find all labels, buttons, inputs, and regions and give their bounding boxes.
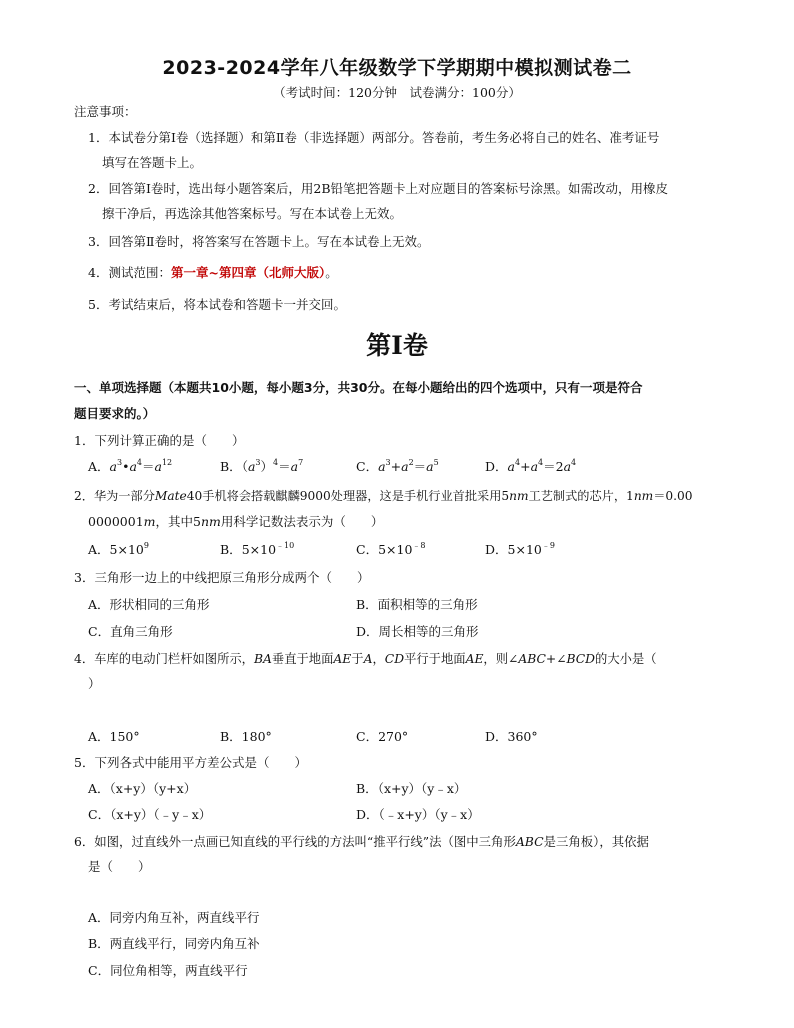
q2-stem-line-1: 2．华为一部分Mate40手机将会搭载麒麟9000处理器，这是手机行业首批采用5nm工艺制式的芯片，1nm＝0.00 (74, 489, 693, 503)
q2-option-a: A．$5\times 10^9$ (88, 541, 149, 557)
q2-option-d: D．$5\times 10^{﹣9}$ (485, 541, 555, 557)
q3-option-d: D．周长相等的三角形 (356, 624, 479, 639)
q6-stem-line-1: 6．如图，过直线外一点画已知直线的平行线的方法叫“推平行线”法（图中三角形ABC是三角板），其依据 (74, 834, 649, 849)
q2-option-c: C．$5\times 10^{﹣8}$ (356, 541, 426, 557)
note-3: 3．回答第Ⅱ卷时，将答案写在答题卡上。写在本试卷上无效。 (88, 234, 430, 249)
q5-option-d: D．（﹣x+y）（y﹣x） (356, 807, 480, 822)
q4-option-d: D．360° (485, 729, 538, 744)
q4-stem-line-1: 4．车库的电动门栏杆如图所示，BA垂直于地面AE于A，CD平行于地面AE，则∠ABC+∠BCD的大小是（ (74, 652, 657, 666)
q5-option-a: A．（x+y）（y+x） (88, 781, 197, 796)
note-1-line-2: 填写在答题卡上。 (102, 155, 203, 170)
note-2-line-1: 2．回答第Ⅰ卷时，选出每小题答案后，用2B铅笔把答题卡上对应题目的答案标号涂黑。如需改动，用橡皮 (88, 181, 669, 196)
q6-option-b: B．两直线平行，同旁内角互补 (88, 936, 260, 951)
exam-title: 2023-2024学年八年级数学下学期期中模拟测试卷二 (162, 57, 632, 79)
q1-option-b: B．$(a^3)^4=a^7$ (220, 458, 304, 474)
q2-stem-line-2: 0000001m，其中5nm用科学记数法表示为（ ） (88, 514, 384, 529)
q5-option-b: B．（x+y）（y﹣x） (356, 781, 467, 796)
notes-heading: 注意事项： (74, 104, 137, 119)
note-4-label: 4．测试范围： (88, 265, 171, 280)
q6-stem-line-2: 是（ ） (88, 859, 151, 874)
q5-option-c: C．（x+y）（﹣y﹣x） (88, 807, 212, 822)
note-4-tail: 。 (325, 265, 338, 280)
q1-option-c: C．$a^3+a^2=a^5$ (356, 458, 439, 474)
q1-option-d: D．$a^4+a^4=2a^4$ (485, 458, 577, 474)
q5-stem: 5．下列各式中能用平方差公式是（ ） (74, 755, 307, 770)
note-4 (88, 265, 338, 281)
note-2-line-2: 擦干净后，再选涂其他答案标号。写在本试卷上无效。 (102, 206, 403, 221)
q6-option-a: A．同旁内角互补，两直线平行 (88, 910, 260, 925)
q4-stem-line-2: ） (88, 676, 101, 691)
q6-option-c: C．同位角相等，两直线平行 (88, 963, 248, 978)
part-instruction-line-2: 题目要求的。） (74, 406, 156, 421)
q4-option-a: A．150° (88, 729, 140, 744)
q3-option-c: C．直角三角形 (88, 624, 173, 639)
q1-stem: 1．下列计算正确的是（ ） (74, 433, 245, 448)
note-1-line-1: 1．本试卷分第Ⅰ卷（选择题）和第Ⅱ卷（非选择题）两部分。答卷前，考生务必将自己的姓名、准考证号 (88, 130, 660, 145)
q4-option-b: B．180° (220, 729, 272, 744)
q3-option-b: B．面积相等的三角形 (356, 597, 478, 612)
q4-option-c: C．270° (356, 729, 409, 744)
q3-stem: 3．三角形一边上的中线把原三角形分成两个（ ） (74, 570, 370, 585)
note-5: 5．考试结束后，将本试卷和答题卡一并交回。 (88, 297, 346, 312)
q2-option-b: B．$5\times 10^{﹣10}$ (220, 541, 295, 557)
part-instruction-line-1: 一、单项选择题（本题共10小题，每小题3分，共30分。在每小题给出的四个选项中，只有一项是符合 (74, 380, 643, 395)
section-title: 第Ⅰ卷 (366, 331, 428, 360)
q1-option-a: A．$a^3•a^4=a^{12}$ (88, 458, 173, 474)
exam-subtitle: （考试时间：120分钟 试卷满分：100分） (273, 85, 521, 100)
q3-option-a: A．形状相同的三角形 (88, 597, 210, 612)
test-scope: 第一章~第四章（北师大版） (170, 265, 326, 280)
